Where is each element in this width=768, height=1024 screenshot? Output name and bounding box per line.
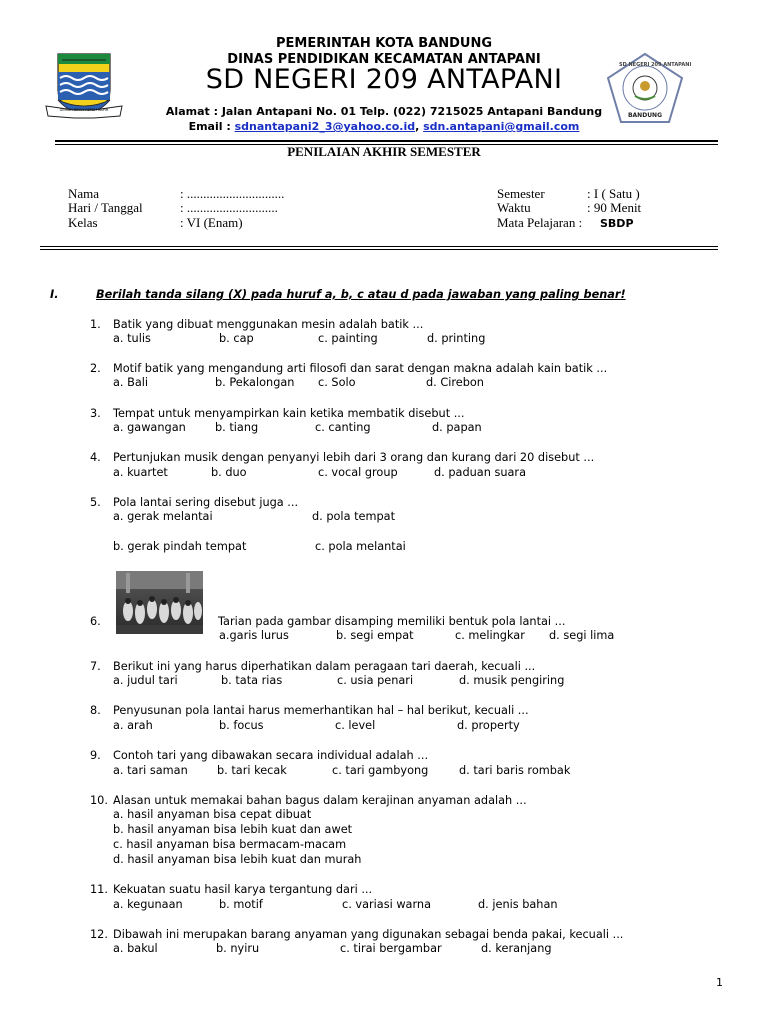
question-number: 12. xyxy=(90,928,108,941)
option-a: a. gawangan xyxy=(113,421,186,434)
option-c: c. canting xyxy=(315,421,371,434)
option-c: c. melingkar xyxy=(455,629,525,642)
question-text: Berikut ini yang harus diperhatikan dalam peragaan tari daerah, kecuali ... xyxy=(113,660,536,673)
option-c: c. tirai bergambar xyxy=(340,942,442,955)
mapel-label: Mata Pelajaran : xyxy=(497,215,583,230)
option-b: b. cap xyxy=(219,332,254,345)
option-a: a. kegunaan xyxy=(113,898,183,911)
option-d: d. musik pengiring xyxy=(459,674,565,687)
option-c: c. usia penari xyxy=(337,674,414,687)
option-c: c. Solo xyxy=(318,376,356,389)
option-d: d. jenis bahan xyxy=(478,898,558,911)
option-a: a. gerak melantai xyxy=(113,510,213,523)
exam-title: PENILAIAN AKHIR SEMESTER xyxy=(287,144,481,159)
question-number: 5. xyxy=(90,496,101,509)
option-b: b. hasil anyaman bisa lebih kuat dan awet xyxy=(113,823,353,836)
option-c: c. variasi warna xyxy=(342,898,432,911)
option-c: c. tari gambyong xyxy=(332,764,429,777)
option-b: b. Pekalongan xyxy=(215,376,295,389)
question-number: 9. xyxy=(90,749,101,762)
semester-value: : I ( Satu ) xyxy=(587,186,640,201)
option-c: c. level xyxy=(335,719,376,732)
waktu-label: Waktu xyxy=(497,200,531,215)
question-number: 1. xyxy=(90,318,101,331)
option-c: c. pola melantai xyxy=(315,540,406,553)
option-a: a.garis lurus xyxy=(219,629,289,642)
question-text: Pola lantai sering disebut juga ... xyxy=(113,496,299,509)
option-d: d. keranjang xyxy=(481,942,552,955)
question-number: 3. xyxy=(90,407,101,420)
option-a: a. judul tari xyxy=(113,674,178,687)
option-b: b. tari kecak xyxy=(217,764,287,777)
question-text: Tarian pada gambar disamping memiliki bentuk pola lantai ... xyxy=(218,615,566,628)
question-text: Dibawah ini merupakan barang anyaman yang digunakan sebagai benda pakai, kecuali ... xyxy=(113,928,624,941)
option-a: a. arah xyxy=(113,719,153,732)
school-address: Alamat : Jalan Antapani No. 01 Telp. (022) 7215025 Antapani Bandung xyxy=(165,105,603,118)
school-logo-city: BANDUNG xyxy=(627,112,663,119)
question-text: Batik yang dibuat menggunakan mesin adalah batik ... xyxy=(113,318,424,331)
option-a: a. kuartet xyxy=(113,466,168,479)
option-d: d. segi lima xyxy=(549,629,615,642)
logo-ribbon-text: GEMAH RIPAH REPEH RAPIH xyxy=(59,108,109,112)
question-text: Motif batik yang mengandung arti filosofi dan sarat dengan makna adalah kain batik ... xyxy=(113,362,608,375)
option-a: a. hasil anyaman bisa cepat dibuat xyxy=(113,808,312,821)
option-b: b. gerak pindah tempat xyxy=(113,540,247,553)
school-logo-text: SD NEGERI 209 ANTAPANI xyxy=(619,62,692,68)
email-separator: , xyxy=(415,120,424,133)
option-d: d. paduan suara xyxy=(434,466,526,479)
option-d: d. papan xyxy=(432,421,482,434)
question-number: 10. xyxy=(90,794,108,807)
option-b: b. focus xyxy=(219,719,264,732)
info-divider xyxy=(40,246,718,247)
question-text: Tempat untuk menyampirkan kain ketika membatik disebut ... xyxy=(113,407,465,420)
question-number: 4. xyxy=(90,451,101,464)
question-text: Alasan untuk memakai bahan bagus dalam kerajinan anyaman adalah ... xyxy=(113,794,527,807)
section-instruction: Berilah tanda silang (X) pada huruf a, b, c atau d pada jawaban yang paling benar! xyxy=(96,288,626,301)
email-label: Email : xyxy=(188,120,235,133)
option-b: b. motif xyxy=(219,898,263,911)
page-number: 1 xyxy=(716,976,723,989)
waktu-value: : 90 Menit xyxy=(587,200,642,215)
kelas-value: : VI (Enam) xyxy=(180,215,243,230)
option-a: a. Bali xyxy=(113,376,149,389)
dance-photo xyxy=(116,571,203,634)
option-b: b. duo xyxy=(211,466,247,479)
question-text: Penyusunan pola lantai harus memerhantikan hal – hal berikut, kecuali ... xyxy=(113,704,529,717)
email-link-1[interactable]: sdnantapani2_3@yahoo.co.id xyxy=(234,120,416,133)
option-a: a. tari saman xyxy=(113,764,188,777)
question-number: 7. xyxy=(90,660,101,673)
question-text: Contoh tari yang dibawakan secara individual adalah ... xyxy=(113,749,429,762)
option-d: d. pola tempat xyxy=(312,510,395,523)
option-b: b. tata rias xyxy=(221,674,283,687)
option-d: d. hasil anyaman bisa lebih kuat dan murah xyxy=(113,853,362,866)
school-name: SD NEGERI 209 ANTAPANI xyxy=(205,64,563,95)
question-number: 11. xyxy=(90,883,108,896)
nama-label: Nama xyxy=(68,186,100,201)
option-b: b. segi empat xyxy=(336,629,414,642)
header-line1: PEMERINTAH KOTA BANDUNG xyxy=(275,36,492,51)
question-number: 8. xyxy=(90,704,101,717)
option-a: a. tulis xyxy=(113,332,151,345)
hari-value: : ............................ xyxy=(180,200,278,215)
section-number: I. xyxy=(50,288,59,301)
question-number: 2. xyxy=(90,362,101,375)
header-divider xyxy=(55,140,718,142)
option-b: b. nyiru xyxy=(216,942,260,955)
mapel-value: SBDP xyxy=(600,217,634,230)
hari-label: Hari / Tanggal xyxy=(68,200,143,215)
nama-value: : .............................. xyxy=(180,186,285,201)
option-c: c. vocal group xyxy=(318,466,398,479)
info-divider-2 xyxy=(40,249,718,250)
option-c: c. painting xyxy=(318,332,378,345)
semester-label: Semester xyxy=(497,186,545,201)
option-c: c. hasil anyaman bisa bermacam-macam xyxy=(113,838,347,851)
option-a: a. bakul xyxy=(113,942,158,955)
option-d: d. property xyxy=(457,719,520,732)
email-link-2[interactable]: sdn.antapani@gmail.com xyxy=(423,120,580,133)
option-b: b. tiang xyxy=(215,421,259,434)
option-d: d. Cirebon xyxy=(426,376,484,389)
school-email xyxy=(0,120,768,133)
option-d: d. printing xyxy=(427,332,486,345)
kelas-label: Kelas xyxy=(68,215,98,230)
question-number: 6. xyxy=(90,615,101,628)
question-text: Kekuatan suatu hasil karya tergantung dari ... xyxy=(113,883,373,896)
header-line2: DINAS PENDIDIKAN KECAMATAN ANTAPANI xyxy=(227,52,541,67)
question-text: Pertunjukan musik dengan penyanyi lebih dari 3 orang dan kurang dari 20 disebut ... xyxy=(113,451,595,464)
option-d: d. tari baris rombak xyxy=(459,764,571,777)
